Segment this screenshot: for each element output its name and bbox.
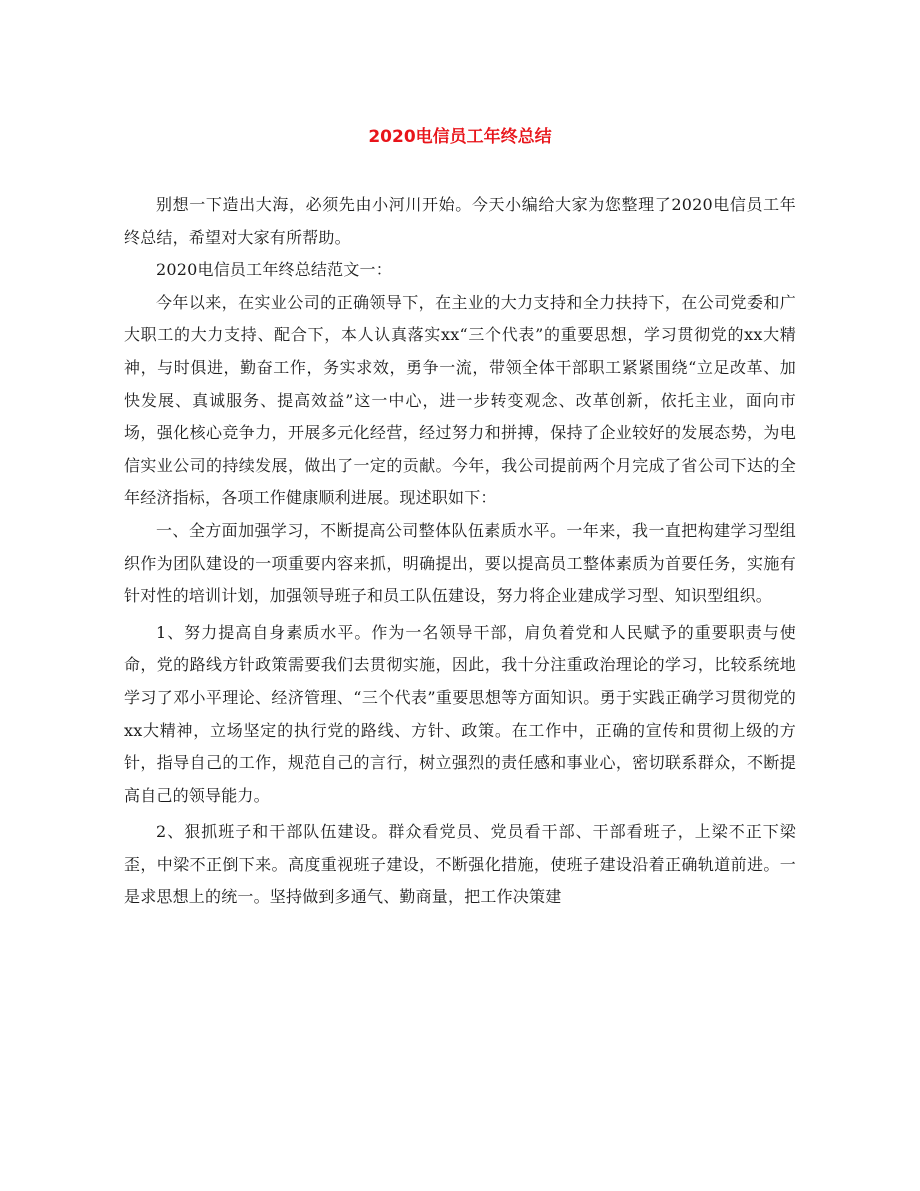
paragraph-section-one: 一、全方面加强学习，不断提高公司整体队伍素质水平。一年来，我一直把构建学习型组织作为团队建设的一项重要内容来抓，明确提出，要以提高员工整体素质为首要任务，实施有针对性的培训计划，加强领导班子和员工队伍建设，努力将企业建成学习型、知识型组织。 — [124, 520, 796, 606]
paragraph-sample-heading: 2020电信员工年终总结范文一： — [156, 260, 392, 280]
paragraph-item-two: 2、狠抓班子和干部队伍建设。群众看党员、党员看干部、干部看班子，上梁不正下梁歪，中梁不正倒下来。高度重视班子建设，不断强化措施，使班子建设沿着正确轨道前进。一是求思想上的统一。坚持做到多通气、勤商量，把工作决策建 — [124, 822, 796, 907]
page-title: 2020电信员工年终总结 — [368, 127, 552, 147]
paragraph-intro: 别想一下造出大海，必须先由小河川开始。今天小编给大家为您整理了2020电信员工年终总结，希望对大家有所帮助。 — [124, 195, 796, 247]
paragraph-item-one: 1、努力提高自身素质水平。作为一名领导干部，肩负着党和人民赋予的重要职责与使命，党的路线方针政策需要我们去贯彻实施，因此，我十分注重政治理论的学习，比较系统地学习了邓小平理论、经济管理、“三个代表”重要思想等方面知识。勇于实践正确学习贯彻党的xx大精神，立场坚定的执行党的路线、方针、政策。在工作中，正确的宣传和贯彻上级的方针，指导自己的工作，规范自己的言行，树立强烈的责任感和事业心，密切联系群众，不断提高自己的领导能力。 — [124, 622, 796, 805]
paragraph-overview: 今年以来，在实业公司的正确领导下，在主业的大力支持和全力扶持下，在公司党委和广大职工的大力支持、配合下，本人认真落实xx“三个代表”的重要思想，学习贯彻党的xx大精神，与时俱进，勤奋工作，务实求效，勇争一流，带领全体干部职工紧紧围绕“立足改革、加快发展、真诚服务、提高效益”这一中心，进一步转变观念、改革创新，依托主业，面向市场，强化核心竞争力，开展多元化经营，经过努力和拼搏，保持了企业较好的发展态势，为电信实业公司的持续发展，做出了一定的贡献。今年，我公司提前两个月完成了省公司下达的全年经济指标，各项工作健康顺利进展。现述职如下： — [124, 292, 796, 508]
document-body — [124, 189, 796, 914]
